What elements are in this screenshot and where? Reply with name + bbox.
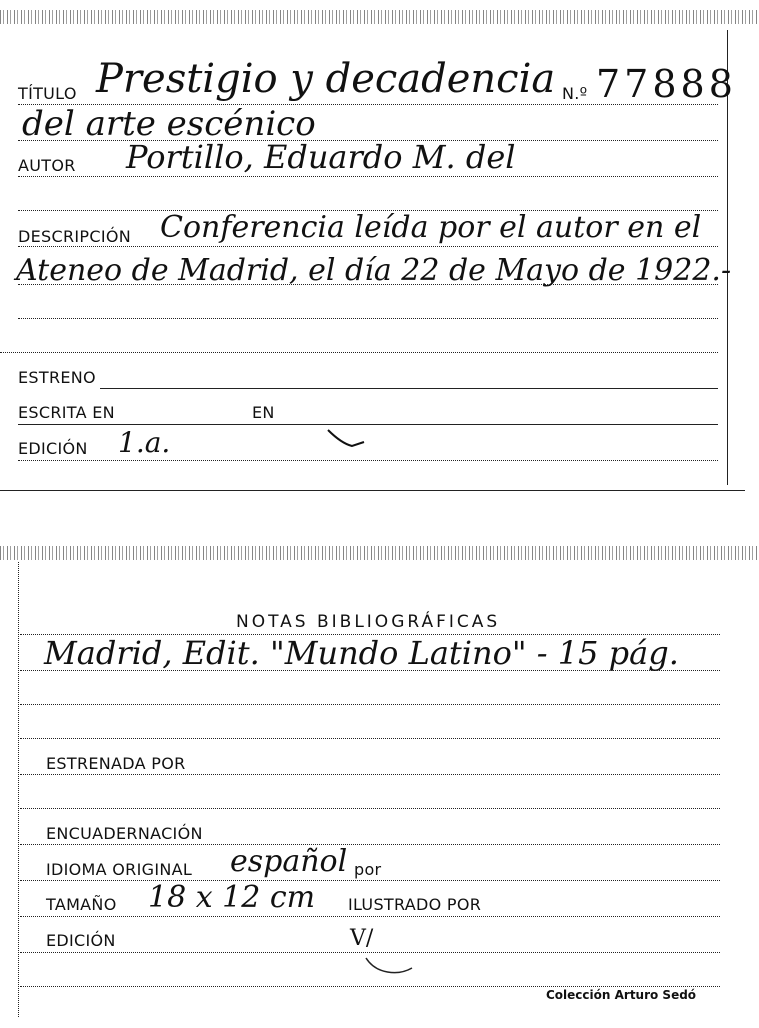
- card-left-border: [18, 562, 19, 1017]
- tamano-label: TAMAÑO: [46, 895, 117, 914]
- ilustrado-por-label: ILUSTRADO POR: [348, 895, 482, 914]
- edicion-value: 1.a.: [118, 426, 171, 459]
- notas-rule: [20, 634, 720, 635]
- edicion-rule-bottom-2: [20, 986, 720, 987]
- numero-label: N.º: [562, 84, 588, 103]
- descripcion-label: DESCRIPCIÓN: [18, 227, 131, 246]
- pencil-mark: [362, 934, 422, 978]
- descripcion-rule-2: [18, 284, 718, 285]
- notas-rule-3: [20, 704, 720, 705]
- encuadernacion-rule: [20, 844, 720, 845]
- numero-value: 77888: [596, 62, 737, 106]
- notas-rule-2: [20, 670, 720, 671]
- idioma-value: español: [230, 844, 348, 879]
- idioma-rule: [20, 880, 720, 881]
- descripcion-value-2: Ateneo de Madrid, el día 22 de Mayo de 1922.-: [16, 253, 732, 288]
- edicion-rule-bottom: [20, 952, 720, 953]
- descripcion-value-1: Conferencia leída por el autor en el: [160, 210, 702, 245]
- card-top-bottom-edge: [0, 490, 745, 491]
- edicion-label-bottom: EDICIÓN: [46, 931, 116, 950]
- collection-footer: Colección Arturo Sedó: [546, 988, 697, 1002]
- card-edge-texture: [0, 10, 759, 24]
- catalog-card-bottom: [0, 538, 759, 1028]
- tamano-value: 18 x 12 cm: [148, 880, 316, 915]
- por-label: por: [354, 860, 382, 879]
- tamano-rule: [20, 916, 720, 917]
- edicion-label: EDICIÓN: [18, 439, 88, 458]
- pen-mark: [326, 426, 370, 452]
- edicion-value-bottom: V/: [350, 926, 374, 951]
- idioma-label: IDIOMA ORIGINAL: [46, 860, 193, 879]
- titulo-value-continued: del arte escénico: [22, 104, 316, 144]
- notas-rule-4: [20, 738, 720, 739]
- descripcion-rule: [18, 246, 718, 247]
- descripcion-rule-3: [18, 318, 718, 319]
- estrenada-rule-2: [20, 808, 720, 809]
- autor-value: Portillo, Eduardo M. del: [126, 138, 516, 176]
- escrita-en-label: ESCRITA EN: [18, 403, 115, 422]
- escrita-en-line: [18, 424, 718, 425]
- descripcion-rule-4: [0, 352, 718, 353]
- card-edge-texture-bottom: [0, 546, 759, 560]
- edicion-rule: [18, 460, 718, 461]
- titulo-label: TÍTULO: [18, 84, 77, 103]
- estrenada-rule: [20, 774, 720, 775]
- en-label: EN: [252, 403, 275, 422]
- titulo-value: Prestigio y decadencia: [96, 56, 556, 102]
- encuadernacion-label: ENCUADERNACIÓN: [46, 824, 203, 843]
- autor-rule: [18, 176, 718, 177]
- estrenada-por-label: ESTRENADA POR: [46, 754, 186, 773]
- notas-heading: NOTAS BIBLIOGRÁFICAS: [236, 612, 501, 632]
- estreno-label: ESTRENO: [18, 368, 96, 387]
- catalog-card-top: [0, 0, 759, 495]
- notas-value: Madrid, Edit. "Mundo Latino" - 15 pág.: [44, 634, 679, 672]
- autor-label: AUTOR: [18, 156, 76, 175]
- estreno-line: [100, 388, 718, 389]
